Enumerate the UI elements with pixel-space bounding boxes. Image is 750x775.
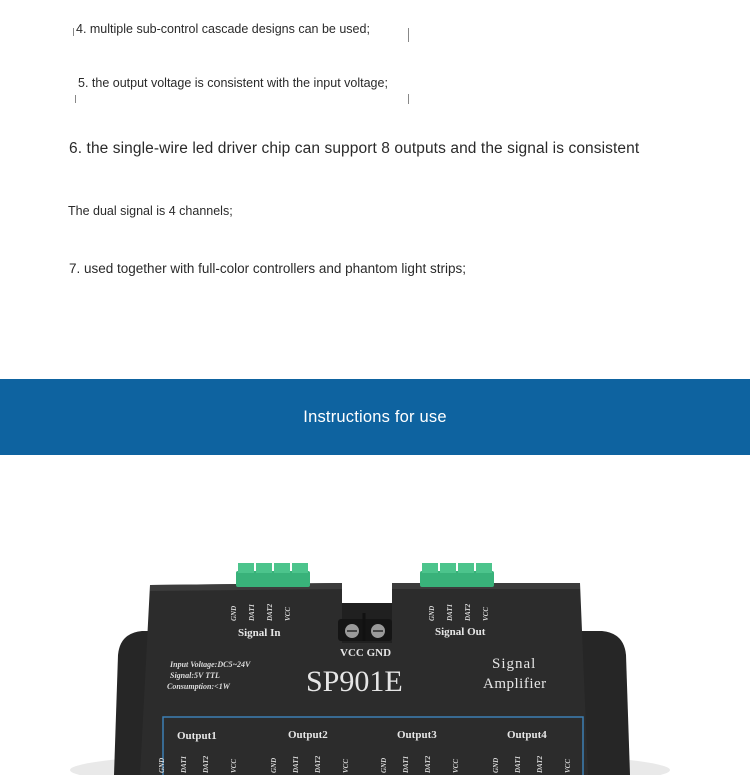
text-cursor-mark bbox=[408, 94, 409, 104]
signal-out-label: Signal Out bbox=[435, 626, 486, 638]
device-name-line2: Amplifier bbox=[483, 676, 547, 692]
text-cursor-mark bbox=[75, 95, 76, 103]
power-label: VCC GND bbox=[340, 647, 392, 659]
spec-signal: Signal:5V TTL bbox=[170, 671, 220, 680]
pin-label: GND bbox=[230, 605, 238, 621]
output-pin-label: VCC bbox=[452, 758, 460, 773]
output-pin-label: VCC bbox=[564, 758, 572, 773]
feature-item-6: 6. the single-wire led driver chip can support 8 outputs and the signal is consistent bbox=[69, 140, 640, 157]
output-pin-label: DAT2 bbox=[202, 755, 210, 773]
output-pin-label: DAT1 bbox=[402, 755, 410, 773]
output-pin-label: DAT1 bbox=[292, 755, 300, 773]
output-pin-label: GND bbox=[270, 757, 278, 773]
output-pin-label: DAT1 bbox=[180, 755, 188, 773]
pin-label: VCC bbox=[482, 606, 490, 621]
feature-item-4: 4. multiple sub-control cascade designs can be used; bbox=[76, 22, 370, 36]
pin-label: DAT2 bbox=[266, 603, 274, 621]
output-pin-label: DAT2 bbox=[314, 755, 322, 773]
output-label: Output4 bbox=[507, 729, 547, 741]
pin-label: DAT2 bbox=[464, 603, 472, 621]
pin-label: GND bbox=[428, 605, 436, 621]
section-banner bbox=[0, 379, 750, 455]
output-pin-label: VCC bbox=[342, 758, 350, 773]
pin-label: DAT1 bbox=[248, 603, 256, 621]
output-pin-label: GND bbox=[158, 757, 166, 773]
signal-out-terminal bbox=[420, 563, 494, 587]
output-label: Output2 bbox=[288, 729, 328, 741]
pin-label: VCC bbox=[284, 606, 292, 621]
output-label: Output3 bbox=[397, 729, 437, 741]
text-cursor-mark bbox=[408, 28, 409, 42]
right-mounting-flange bbox=[582, 631, 630, 775]
signal-in-label: Signal In bbox=[238, 627, 281, 639]
device-name-line1: Signal bbox=[492, 656, 537, 672]
signal-in-terminal bbox=[236, 563, 310, 587]
feature-item-5: 5. the output voltage is consistent with the input voltage; bbox=[78, 76, 388, 90]
output-label: Output1 bbox=[177, 730, 217, 742]
output-pin-label: GND bbox=[380, 757, 388, 773]
feature-item-6-note: The dual signal is 4 channels; bbox=[68, 204, 233, 218]
section-title: Instructions for use bbox=[303, 407, 447, 426]
text-cursor-mark bbox=[73, 28, 74, 36]
output-pin-label: DAT2 bbox=[536, 755, 544, 773]
product-photo bbox=[0, 455, 750, 775]
signal-amplifier-device bbox=[0, 455, 750, 775]
model-name: SP901E bbox=[306, 665, 403, 698]
spec-voltage: Input Voltage:DC5~24V bbox=[170, 660, 251, 669]
feature-item-7: 7. used together with full-color controllers and phantom light strips; bbox=[69, 261, 466, 276]
output-pin-label: DAT2 bbox=[424, 755, 432, 773]
pin-label: DAT1 bbox=[446, 603, 454, 621]
output-pin-label: VCC bbox=[230, 758, 238, 773]
spec-consumption: Consumption:<1W bbox=[167, 682, 230, 691]
output-pin-label: GND bbox=[492, 757, 500, 773]
output-pin-label: DAT1 bbox=[514, 755, 522, 773]
